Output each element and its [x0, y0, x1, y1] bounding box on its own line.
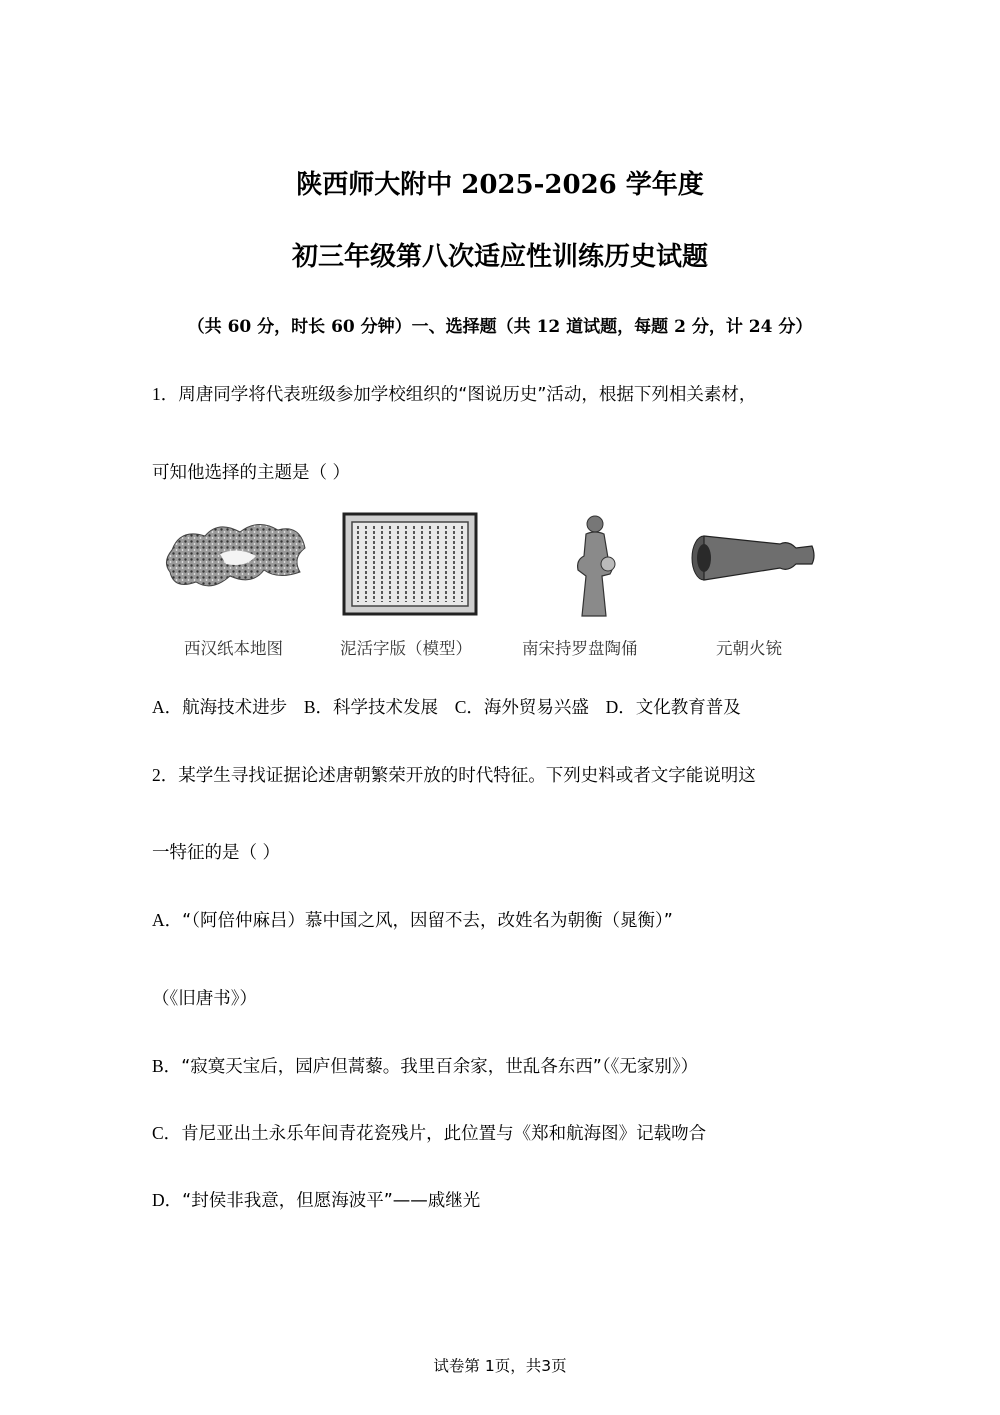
question-2-stem-line1 — [152, 767, 756, 786]
question-text: 周唐同学将代表班级参加学校组织的“图说历史”活动，根据下列相关素材， — [178, 385, 757, 405]
map-fragment-icon — [160, 510, 310, 605]
option-c-text: 海外贸易兴盛 — [483, 698, 589, 718]
figure-type-block — [340, 510, 500, 670]
question-number: 1． — [152, 384, 179, 404]
question-text: 某学生寻找证据论述唐朝繁荣开放的时代特征。下列史料或者文字能说明这 — [178, 766, 756, 786]
option-text: 肯尼亚出土永乐年间青花瓷残片，此位置与《郑和航海图》记载吻合 — [181, 1124, 707, 1144]
question-1-stem-line2: 可知他选择的主题是（ ） — [152, 463, 351, 483]
figure-caption: 西汉纸本地图 — [184, 639, 283, 658]
question-2-option-d — [152, 1192, 480, 1211]
figure-fire-cannon — [688, 510, 838, 670]
page-footer: 试卷第 1页，共3页 — [433, 1357, 567, 1375]
question-1-stem-line1 — [152, 386, 756, 405]
exam-title-line2: 初三年级第八次适应性训练历史试题 — [291, 242, 708, 272]
question-2-option-a-source: （《旧唐书》） — [152, 989, 257, 1009]
type-block-icon — [340, 510, 480, 616]
exam-title-line1: 陕西师大附中 2025-2026 学年度 — [296, 170, 704, 200]
figure-caption: 元朝火铳 — [716, 639, 782, 658]
question-2-stem-line2: 一特征的是（ ） — [152, 843, 281, 863]
figure-figurine — [520, 510, 670, 670]
exam-instructions: （共 60 分，时长 60 分钟）一、选择题（共 12 道试题，每题 2 分，计 24 分） — [187, 317, 813, 337]
figure-caption: 泥活字版（模型） — [340, 639, 472, 658]
option-letter: B． — [303, 697, 334, 717]
question-2-option-a — [152, 912, 673, 931]
option-letter: A． — [152, 697, 183, 717]
figure-map — [160, 510, 330, 670]
option-letter: C． — [152, 1123, 182, 1143]
figure-caption: 南宋持罗盘陶俑 — [522, 639, 638, 658]
question-number: 2． — [152, 765, 179, 785]
figurine-icon — [520, 510, 670, 620]
option-letter: D． — [605, 697, 636, 717]
question-1-figures — [160, 510, 840, 670]
option-letter: C． — [454, 697, 484, 717]
option-text: “寂寞天宝后，园庐但蒿藜。我里百余家，世乱各东西”（《无家别》） — [181, 1057, 699, 1077]
option-letter: D． — [152, 1190, 183, 1210]
question-2-option-c — [152, 1125, 706, 1144]
option-text: “（阿倍仲麻吕）慕中国之风，因留不去，改姓名为朝衡（晁衡）” — [182, 911, 673, 931]
option-d-text: 文化教育普及 — [635, 698, 741, 718]
fire-cannon-icon — [688, 510, 818, 590]
option-b-text: 科学技术发展 — [333, 698, 439, 718]
question-1-options — [152, 699, 741, 718]
option-letter: B． — [152, 1056, 182, 1076]
option-letter: A． — [152, 910, 183, 930]
option-text: “封侯非我意，但愿海波平”——戚继光 — [182, 1191, 481, 1211]
option-a-text: 航海技术进步 — [182, 698, 288, 718]
question-2-option-b — [152, 1058, 698, 1077]
